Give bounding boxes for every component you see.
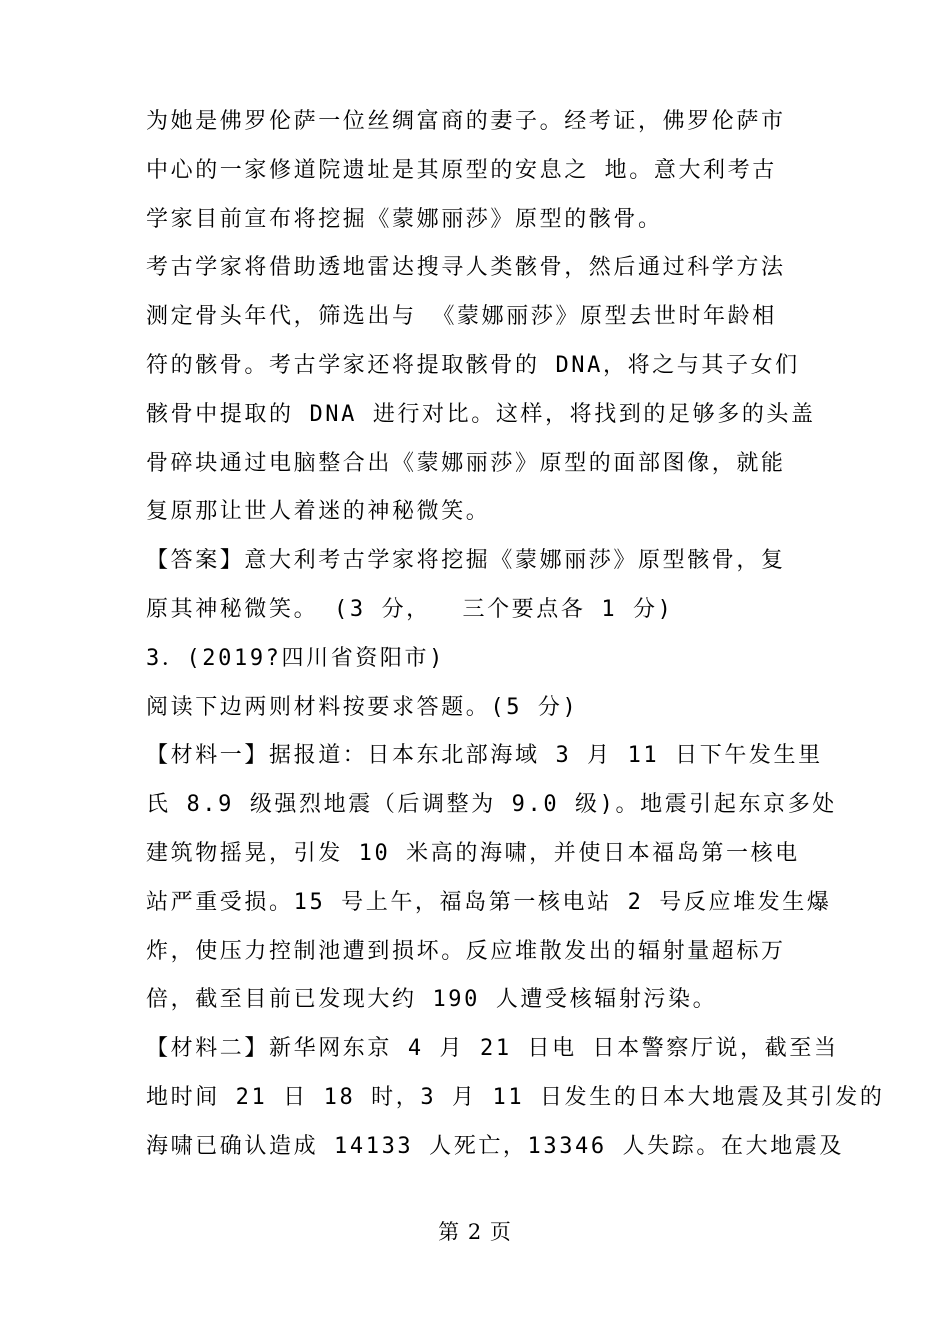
answer-line: 【答案】意大利考古学家将挖掘《蒙娜丽莎》原型骸骨，复: [146, 548, 786, 574]
text-line: 为她是佛罗伦萨一位丝绸富商的妻子。经考证，佛罗伦萨市: [146, 109, 786, 134]
material-one-line: 站严重受损。15 号上午，福岛第一核电站 2 号反应堆发生爆: [146, 889, 832, 915]
material-two-line: 海啸已确认造成 14133 人死亡，13346 人失踪。在大地震及: [146, 1133, 844, 1159]
text-line: 学家目前宣布将挖掘《蒙娜丽莎》原型的骸骨。: [146, 206, 663, 232]
text-line: 骨碎块通过电脑整合出《蒙娜丽莎》原型的面部图像，就能: [146, 450, 786, 476]
material-one-line: 建筑物摇晃，引发 10 米高的海啸，并使日本福岛第一核电: [146, 840, 800, 866]
text-line: 复原那让世人着迷的神秘微笑。: [146, 499, 491, 525]
text-line: 符的骸骨。考古学家还将提取骸骨的 DNA，将之与其子女们: [146, 352, 800, 378]
page-number-footer: 第 2 页: [438, 1220, 512, 1244]
question-instruction: 阅读下边两则材料按要求答题。(5 分): [146, 694, 579, 720]
question-number: 3．(2019?四川省资阳市): [146, 645, 445, 671]
text-line: 考古学家将借助透地雷达搜寻人类骸骨，然后通过科学方法: [146, 255, 786, 281]
text-line: 骸骨中提取的 DNA 进行对比。这样，将找到的足够多的头盖: [146, 401, 816, 427]
material-one-line: 氏 8.9 级强烈地震（后调整为 9.0 级)。地震引起东京多处: [146, 792, 837, 818]
text-line: 中心的一家修道院遗址是其原型的安息之 地。意大利考古: [146, 157, 777, 183]
material-one-line: 炸，使压力控制池遭到损坏。反应堆散发出的辐射量超标万: [146, 938, 786, 964]
text-line: 测定骨头年代，筛选出与 《蒙娜丽莎》原型去世时年龄相: [146, 304, 777, 330]
answer-line: 原其神秘微笑。 (3 分， 三个要点各 1 分): [146, 596, 674, 622]
material-one-line: 【材料一】据报道：日本东北部海域 3 月 11 日下午发生里: [146, 743, 823, 769]
material-two-line: 【材料二】新华网东京 4 月 21 日电 日本警察厅说，截至当: [146, 1036, 839, 1062]
document-body: [146, 98, 885, 1172]
material-one-line: 倍，截至目前已发现大约 190 人遭受核辐射污染。: [146, 987, 718, 1013]
material-two-line: 地时间 21 日 18 时，3 月 11 日发生的日本大地震及其引发的: [146, 1084, 885, 1110]
